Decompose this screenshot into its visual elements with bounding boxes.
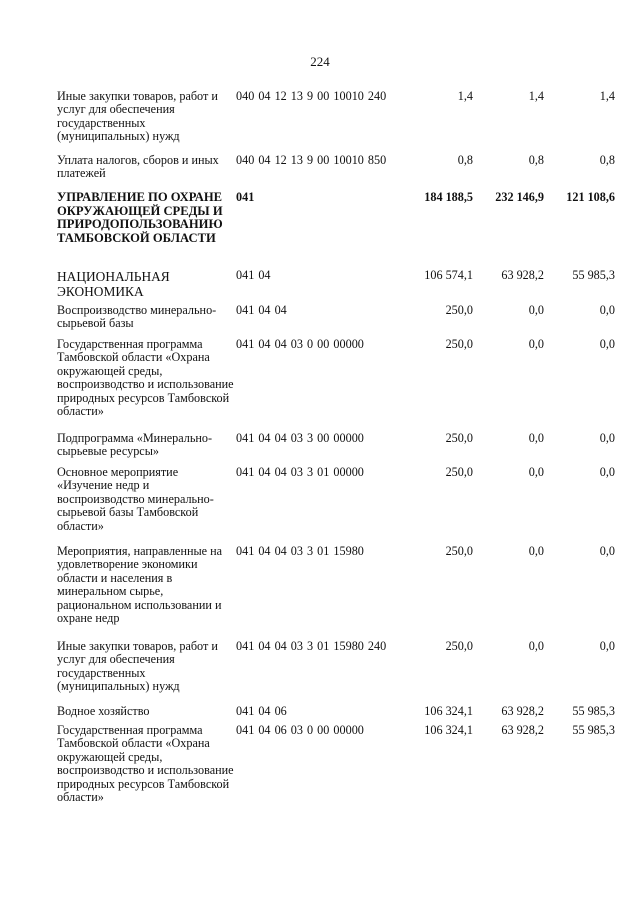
- row-value-3: 121 108,6: [566, 190, 615, 204]
- row-value-1: 106 574,1: [424, 268, 473, 282]
- row-value-3: 0,0: [599, 303, 615, 317]
- row-value-1: 184 188,5: [424, 190, 473, 204]
- row-value-1: 106 324,1: [424, 704, 473, 718]
- row-value-2: 232 146,9: [495, 190, 544, 204]
- row-value-2: 1,4: [528, 89, 544, 103]
- row-value-3: 55 985,3: [572, 704, 615, 718]
- row-value-2: 0,8: [528, 153, 544, 167]
- row-value-3: 0,0: [599, 431, 615, 445]
- row-name: Государственная программа Тамбовской области «Охрана окружающей среды, воспроизводство и использование природных ресурсов Тамбовской области»: [57, 337, 234, 419]
- row-name: УПРАВЛЕНИЕ ПО ОХРАНЕ ОКРУЖАЮЩЕЙ СРЕДЫ И ПРИРОДОПОЛЬЗОВАНИЮ ТАМБОВСКОЙ ОБЛАСТИ: [57, 190, 223, 245]
- row-value-1: 106 324,1: [424, 723, 473, 737]
- row-value-2: 63 928,2: [501, 268, 544, 282]
- row-code: 041 04 04: [236, 303, 287, 317]
- row-value-2: 0,0: [528, 465, 544, 479]
- row-name: Водное хозяйство: [57, 704, 150, 718]
- row-name: Подпрограмма «Минерально-сырьевые ресурсы»: [57, 431, 213, 459]
- row-code: 040 04 12 13 9 00 10010 850: [236, 153, 387, 167]
- row-value-1: 250,0: [445, 337, 473, 351]
- row-value-1: 250,0: [445, 544, 473, 558]
- row-value-2: 0,0: [528, 431, 544, 445]
- row-value-1: 250,0: [445, 303, 473, 317]
- row-value-3: 0,8: [599, 153, 615, 167]
- row-value-3: 0,0: [599, 544, 615, 558]
- row-name: Уплата налогов, сборов и иных платежей: [57, 153, 219, 181]
- row-name: Иные закупки товаров, работ и услуг для обеспечения государственных (муниципальных) нужд: [57, 89, 218, 144]
- row-code: 041 04 04 03 3 01 15980: [236, 544, 364, 558]
- row-name: Иные закупки товаров, работ и услуг для обеспечения государственных (муниципальных) нужд: [57, 639, 218, 694]
- row-value-2: 0,0: [528, 639, 544, 653]
- row-code: 041 04 04 03 0 00 00000: [236, 337, 364, 351]
- row-value-3: 0,0: [599, 639, 615, 653]
- row-value-2: 63 928,2: [501, 723, 544, 737]
- row-value-1: 250,0: [445, 431, 473, 445]
- row-code: 041 04 06 03 0 00 00000: [236, 723, 364, 737]
- row-value-3: 0,0: [599, 337, 615, 351]
- row-code: 041 04: [236, 268, 271, 282]
- row-value-3: 1,4: [599, 89, 615, 103]
- row-value-2: 0,0: [528, 544, 544, 558]
- row-value-1: 1,4: [457, 89, 473, 103]
- row-value-2: 0,0: [528, 303, 544, 317]
- row-value-3: 0,0: [599, 465, 615, 479]
- row-name: Мероприятия, направленные на удовлетворение экономики области и населения в минеральном сырье, рациональном использовании и охране недр: [57, 544, 223, 626]
- row-name: НАЦИОНАЛЬНАЯ ЭКОНОМИКА: [57, 269, 170, 299]
- row-code: 041 04 04 03 3 01 15980 240: [236, 639, 387, 653]
- row-value-1: 0,8: [457, 153, 473, 167]
- row-code: 041 04 04 03 3 01 00000: [236, 465, 364, 479]
- row-value-2: 0,0: [528, 337, 544, 351]
- row-value-1: 250,0: [445, 465, 473, 479]
- row-value-3: 55 985,3: [572, 268, 615, 282]
- row-value-2: 63 928,2: [501, 704, 544, 718]
- row-code: 041: [236, 190, 255, 204]
- page-number: 224: [310, 54, 330, 69]
- row-value-1: 250,0: [445, 639, 473, 653]
- row-name: Государственная программа Тамбовской области «Охрана окружающей среды, воспроизводство и использование природных ресурсов Тамбовской области»: [57, 723, 234, 805]
- row-name: Воспроизводство минерально-сырьевой базы: [57, 303, 217, 331]
- row-code: 041 04 04 03 3 00 00000: [236, 431, 364, 445]
- row-value-3: 55 985,3: [572, 723, 615, 737]
- row-name: Основное мероприятие «Изучение недр и воспроизводство минерально-сырьевой базы Тамбовской области»: [57, 465, 214, 533]
- row-code: 041 04 06: [236, 704, 287, 718]
- row-code: 040 04 12 13 9 00 10010 240: [236, 89, 387, 103]
